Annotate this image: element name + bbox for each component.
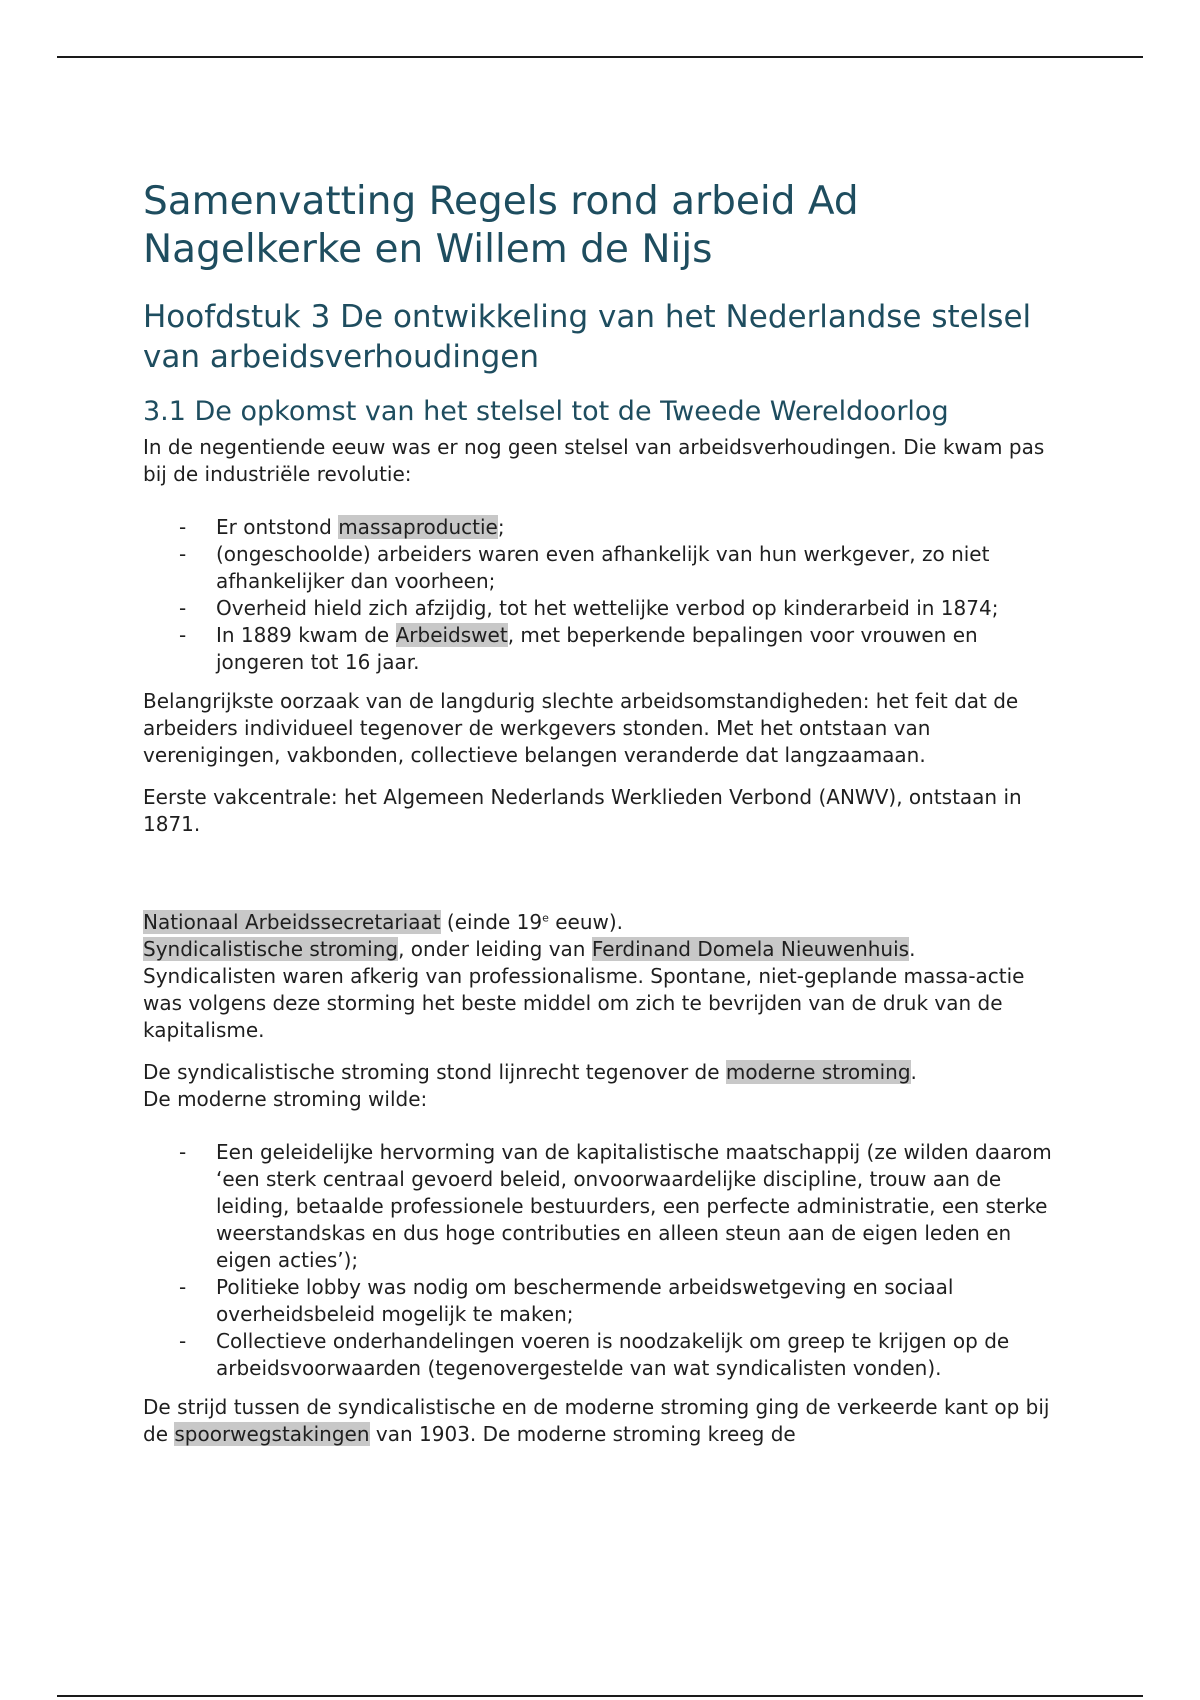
highlight: Nationaal Arbeidssecretariaat	[143, 910, 441, 934]
footer-rule	[57, 1695, 1143, 1697]
syndicalism-paragraph: Syndicalistische stroming, onder leiding van Ferdinand Domela Nieuwenhuis. Syndicalisten waren afkerig van professionalisme. Spontane, niet-geplande massa-actie was volgens deze storming het beste middel om zich te bevrijden van de druk van de kapitalisme.	[143, 937, 1025, 1042]
bullet-dash: -	[179, 515, 187, 539]
modern-stream-list	[143, 1139, 1063, 1382]
modern-paragraph: De syndicalistische stroming stond lijnrecht tegenover de moderne stroming. De moderne stroming wilde:	[143, 1060, 917, 1111]
strike-paragraph: De strijd tussen de syndicalistische en de moderne stroming ging de verkeerde kant op bij de spoorwegstakingen van 1903. De moderne stroming kreeg de	[143, 1395, 1050, 1446]
highlight: Arbeidswet	[395, 623, 508, 647]
bullet-dash: -	[179, 623, 187, 647]
highlight: Syndicalistische stroming	[143, 937, 399, 961]
highlight: spoorwegstakingen	[174, 1422, 370, 1446]
list-item: - Collectieve onderhandelingen voeren is noodzakelijk om greep te krijgen op de arbeidsvoorwaarden (tegenovergestelde van wat syndicalisten vonden).	[179, 1329, 1010, 1380]
header-rule	[57, 56, 1143, 58]
intro-paragraph: In de negentiende eeuw was er nog geen stelsel van arbeidsverhoudingen. Die kwam pas bij de industriële revolutie:	[143, 435, 1045, 486]
highlight: Ferdinand Domela Nieuwenhuis	[591, 937, 910, 961]
highlight: massaproductie	[338, 515, 498, 539]
spacer	[143, 853, 1063, 909]
nas-line: Nationaal Arbeidssecretariaat (einde 19e eeuw).	[143, 910, 624, 934]
cause-paragraph: Belangrijkste oorzaak van de langdurig slechte arbeidsomstandigheden: het feit dat de arbeiders individueel tegenover de werkgevers stonden. Met het ontstaan van verenigingen, vakbonden, collectieve belangen veranderde dat langzaamaan.	[143, 689, 1019, 767]
list-item: - (ongeschoolde) arbeiders waren even afhankelijk van hun werkgever, zo niet afhankelijker dan voorheen;	[179, 542, 990, 593]
chapter-heading: Hoofdstuk 3 De ontwikkeling van het Nederlandse stelsel van arbeidsverhoudingen	[143, 299, 1032, 375]
list-item: - Overheid hield zich afzijdig, tot het wettelijke verbod op kinderarbeid in 1874;	[179, 596, 999, 620]
industrial-revolution-list	[143, 514, 1063, 676]
bullet-dash: -	[179, 1140, 187, 1164]
list-item: - Een geleidelijke hervorming van de kapitalistische maatschappij (ze wilden daarom ‘een sterk centraal gevoerd beleid, onvoorwaardelijke discipline, trouw aan de leiding, betaalde professionele bestuurders, een perfecte administratie, een sterke weerstandskas en dus hoge contributies en alleen steun aan de eigen leden en eigen acties’);	[179, 1140, 1052, 1272]
document-body	[143, 178, 1063, 1463]
highlight: moderne stroming	[725, 1060, 911, 1084]
bullet-dash: -	[179, 1275, 187, 1299]
bullet-dash: -	[179, 596, 187, 620]
list-item: - In 1889 kwam de Arbeidswet, met beperkende bepalingen voor vrouwen en jongeren tot 16 jaar.	[179, 623, 978, 674]
anwv-paragraph: Eerste vakcentrale: het Algemeen Nederlands Werklieden Verbond (ANWV), ontstaan in 1871.	[143, 785, 1022, 836]
bullet-dash: -	[179, 542, 187, 566]
bullet-dash: -	[179, 1329, 187, 1353]
list-item: - Politieke lobby was nodig om beschermende arbeidswetgeving en sociaal overheidsbeleid mogelijk te maken;	[179, 1275, 954, 1326]
list-item: - Er ontstond massaproductie;	[179, 515, 505, 539]
section-heading: 3.1 De opkomst van het stelsel tot de Tweede Wereldoorlog	[143, 396, 949, 427]
document-title: Samenvatting Regels rond arbeid Ad Nagelkerke en Willem de Nijs	[143, 179, 859, 272]
